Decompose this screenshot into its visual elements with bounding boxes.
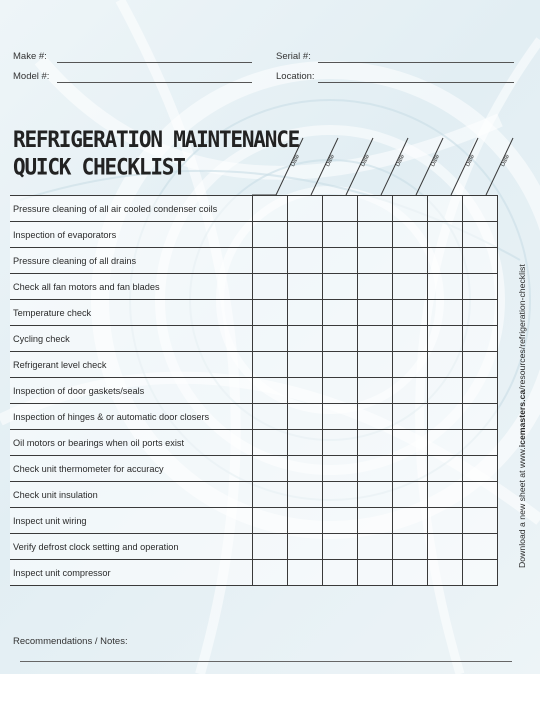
check-cell[interactable] [253, 430, 288, 456]
table-row [10, 378, 498, 404]
task-label: Inspect unit compressor [10, 560, 253, 586]
date-label-3: Date [360, 153, 372, 168]
check-cell[interactable] [358, 274, 393, 300]
check-cell[interactable] [253, 482, 288, 508]
serial-label: Serial #: [276, 51, 311, 62]
check-cell[interactable] [393, 430, 428, 456]
table-row [10, 534, 498, 560]
date-label-4: Date [395, 153, 407, 168]
check-cell[interactable] [253, 274, 288, 300]
check-cell[interactable] [288, 326, 323, 352]
check-cell[interactable] [358, 508, 393, 534]
download-note-prefix: Download a new sheet at www. [517, 447, 527, 568]
check-cell[interactable] [463, 274, 498, 300]
check-cell[interactable] [358, 482, 393, 508]
check-cell[interactable] [428, 534, 463, 560]
check-cell[interactable] [358, 456, 393, 482]
check-cell[interactable] [288, 508, 323, 534]
check-cell[interactable] [253, 456, 288, 482]
date-label-7: Date [500, 153, 512, 168]
table-row [10, 404, 498, 430]
check-cell[interactable] [428, 508, 463, 534]
check-cell[interactable] [323, 222, 358, 248]
check-cell[interactable] [428, 300, 463, 326]
check-cell[interactable] [323, 560, 358, 586]
check-cell[interactable] [253, 196, 288, 222]
check-cell[interactable] [323, 534, 358, 560]
check-cell[interactable] [323, 508, 358, 534]
check-cell[interactable] [358, 404, 393, 430]
check-cell[interactable] [288, 248, 323, 274]
check-cell[interactable] [463, 352, 498, 378]
title-line-1: REFRIGERATION MAINTENANCE [13, 127, 300, 153]
task-label: Inspection of door gaskets/seals [10, 378, 253, 404]
check-cell[interactable] [428, 274, 463, 300]
check-cell[interactable] [463, 508, 498, 534]
task-label: Cycling check [10, 326, 253, 352]
check-cell[interactable] [463, 326, 498, 352]
check-cell[interactable] [288, 430, 323, 456]
date-label-1: Date [290, 153, 302, 168]
check-cell[interactable] [288, 404, 323, 430]
check-cell[interactable] [288, 456, 323, 482]
check-cell[interactable] [253, 404, 288, 430]
check-cell[interactable] [288, 352, 323, 378]
check-cell[interactable] [393, 508, 428, 534]
check-cell[interactable] [393, 196, 428, 222]
check-cell[interactable] [393, 352, 428, 378]
location-label: Location: [276, 71, 315, 82]
check-cell[interactable] [463, 222, 498, 248]
check-cell[interactable] [323, 274, 358, 300]
check-cell[interactable] [358, 326, 393, 352]
check-cell[interactable] [253, 378, 288, 404]
check-cell[interactable] [253, 560, 288, 586]
check-cell[interactable] [393, 456, 428, 482]
check-cell[interactable] [393, 274, 428, 300]
notes-field[interactable] [20, 661, 512, 662]
check-cell[interactable] [323, 352, 358, 378]
check-cell[interactable] [253, 248, 288, 274]
check-cell[interactable] [323, 378, 358, 404]
check-cell[interactable] [428, 560, 463, 586]
check-cell[interactable] [393, 378, 428, 404]
table-row [10, 196, 498, 222]
check-cell[interactable] [463, 300, 498, 326]
task-label: Check unit thermometer for accuracy [10, 456, 253, 482]
table-row [10, 508, 498, 534]
title-line-2: QUICK CHECKLIST [13, 154, 185, 180]
check-cell[interactable] [463, 456, 498, 482]
check-cell[interactable] [428, 352, 463, 378]
check-cell[interactable] [358, 196, 393, 222]
check-cell[interactable] [428, 378, 463, 404]
check-cell[interactable] [323, 300, 358, 326]
check-cell[interactable] [253, 352, 288, 378]
date-label-5: Date [430, 153, 442, 168]
check-cell[interactable] [323, 404, 358, 430]
check-cell[interactable] [253, 508, 288, 534]
table-row [10, 456, 498, 482]
check-cell[interactable] [253, 300, 288, 326]
table-row [10, 482, 498, 508]
task-label: Verify defrost clock setting and operation [10, 534, 253, 560]
check-cell[interactable] [253, 326, 288, 352]
check-cell[interactable] [323, 196, 358, 222]
check-cell[interactable] [463, 482, 498, 508]
table-row [10, 274, 498, 300]
check-cell[interactable] [463, 560, 498, 586]
check-cell[interactable] [358, 222, 393, 248]
task-label: Refrigerant level check [10, 352, 253, 378]
task-label: Pressure cleaning of all drains [10, 248, 253, 274]
check-cell[interactable] [428, 196, 463, 222]
date-label-6: Date [465, 153, 477, 168]
check-cell[interactable] [393, 482, 428, 508]
check-cell[interactable] [463, 430, 498, 456]
check-cell[interactable] [393, 560, 428, 586]
check-cell[interactable] [288, 482, 323, 508]
check-cell[interactable] [288, 534, 323, 560]
task-label: Inspection of hinges & or automatic door closers [10, 404, 253, 430]
check-cell[interactable] [428, 404, 463, 430]
check-cell[interactable] [393, 248, 428, 274]
check-cell[interactable] [323, 326, 358, 352]
check-cell[interactable] [393, 222, 428, 248]
task-label: Temperature check [10, 300, 253, 326]
check-cell[interactable] [358, 430, 393, 456]
date-label-2: Date [325, 153, 337, 168]
check-cell[interactable] [463, 248, 498, 274]
check-cell[interactable] [288, 560, 323, 586]
make-label: Make #: [13, 51, 47, 62]
table-row [10, 560, 498, 586]
check-cell[interactable] [463, 378, 498, 404]
check-cell[interactable] [288, 222, 323, 248]
check-cell[interactable] [253, 222, 288, 248]
table-row [10, 300, 498, 326]
task-label: Check all fan motors and fan blades [10, 274, 253, 300]
table-row [10, 248, 498, 274]
task-label: Pressure cleaning of all air cooled condenser coils [10, 196, 253, 222]
check-cell[interactable] [428, 222, 463, 248]
check-cell[interactable] [253, 534, 288, 560]
download-note-suffix: /resources/refrigeration-checklist [517, 264, 527, 390]
check-cell[interactable] [393, 300, 428, 326]
check-cell[interactable] [428, 248, 463, 274]
check-cell[interactable] [428, 430, 463, 456]
check-cell[interactable] [323, 456, 358, 482]
check-cell[interactable] [323, 430, 358, 456]
download-note-domain[interactable]: icemasters.ca [517, 389, 527, 448]
check-cell[interactable] [463, 404, 498, 430]
check-cell[interactable] [393, 326, 428, 352]
table-row [10, 222, 498, 248]
check-cell[interactable] [393, 534, 428, 560]
checklist-table [10, 195, 498, 586]
notes-label: Recommendations / Notes: [13, 636, 128, 647]
check-cell[interactable] [428, 326, 463, 352]
check-cell[interactable] [358, 248, 393, 274]
check-cell[interactable] [323, 482, 358, 508]
task-label: Oil motors or bearings when oil ports exist [10, 430, 253, 456]
check-cell[interactable] [358, 378, 393, 404]
table-row [10, 430, 498, 456]
check-cell[interactable] [288, 300, 323, 326]
check-cell[interactable] [358, 560, 393, 586]
check-cell[interactable] [428, 456, 463, 482]
check-cell[interactable] [358, 534, 393, 560]
check-cell[interactable] [288, 196, 323, 222]
check-cell[interactable] [393, 404, 428, 430]
check-cell[interactable] [288, 378, 323, 404]
check-cell[interactable] [358, 352, 393, 378]
check-cell[interactable] [463, 534, 498, 560]
check-cell[interactable] [428, 482, 463, 508]
model-label: Model #: [13, 71, 50, 82]
check-cell[interactable] [323, 248, 358, 274]
table-row [10, 326, 498, 352]
task-label: Check unit insulation [10, 482, 253, 508]
check-cell[interactable] [288, 274, 323, 300]
task-label: Inspect unit wiring [10, 508, 253, 534]
table-row [10, 352, 498, 378]
task-label: Inspection of evaporators [10, 222, 253, 248]
check-cell[interactable] [463, 196, 498, 222]
check-cell[interactable] [358, 300, 393, 326]
